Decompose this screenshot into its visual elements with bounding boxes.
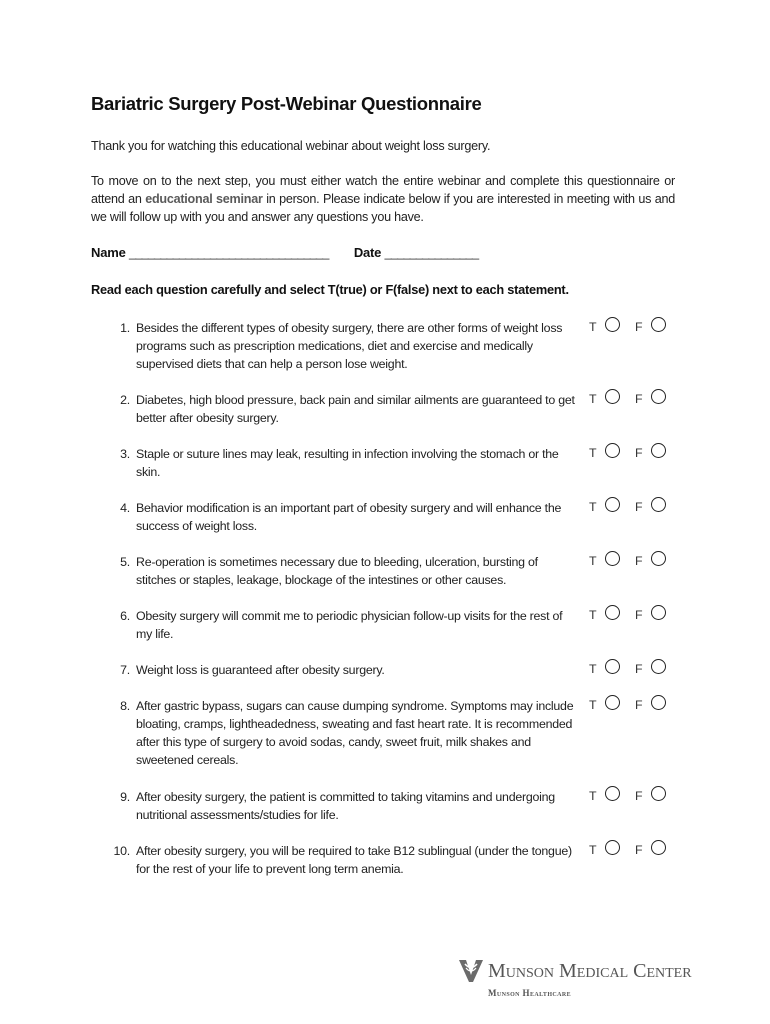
true-label: T [589, 789, 597, 803]
true-false-options [589, 840, 679, 860]
true-radio[interactable] [605, 389, 620, 404]
question-number: 5. [120, 555, 130, 569]
question-text: Diabetes, high blood pressure, back pain and similar ailments are guaranteed to get better after obesity surgery. [136, 393, 575, 425]
question-number: 1. [120, 321, 130, 335]
true-radio[interactable] [605, 551, 620, 566]
true-false-options [589, 317, 679, 337]
true-label: T [589, 392, 597, 406]
question-number: 3. [120, 447, 130, 461]
true-false-options [589, 695, 679, 715]
question-number: 7. [120, 663, 130, 677]
false-label: F [635, 446, 643, 460]
true-label: T [589, 500, 597, 514]
question-text: Obesity surgery will commit me to periodic physician follow-up visits for the rest of my life. [136, 609, 563, 641]
instructions-text-before: To move on to the next step, you must either watch the entire webinar and complete this questionnaire or attend an [91, 174, 675, 206]
false-radio[interactable] [651, 317, 666, 332]
false-label: F [635, 500, 643, 514]
question-number: 2. [120, 393, 130, 407]
question-text: After obesity surgery, you will be required to take B12 sublingual (under the tongue) for the rest of your life to prevent long term anemia. [136, 844, 572, 876]
true-radio[interactable] [605, 443, 620, 458]
true-radio[interactable] [605, 317, 620, 332]
logo-name: Munson Medical Center [488, 960, 692, 982]
false-radio[interactable] [651, 551, 666, 566]
munson-logo-icon [456, 955, 486, 985]
true-label: T [589, 662, 597, 676]
false-label: F [635, 554, 643, 568]
true-radio[interactable] [605, 497, 620, 512]
false-label: F [635, 662, 643, 676]
question-number: 8. [120, 699, 130, 713]
true-radio[interactable] [605, 605, 620, 620]
question-number: 4. [120, 501, 130, 515]
educational-seminar-emphasis: educational seminar [145, 192, 263, 206]
true-label: T [589, 320, 597, 334]
true-radio[interactable] [605, 659, 620, 674]
true-false-options [589, 786, 679, 806]
name-field[interactable]: ________________________________ [129, 245, 329, 260]
true-radio[interactable] [605, 786, 620, 801]
false-radio[interactable] [651, 695, 666, 710]
true-radio[interactable] [605, 840, 620, 855]
logo-subtitle: Munson Healthcare [488, 988, 572, 998]
false-label: F [635, 320, 643, 334]
true-false-options [589, 443, 679, 463]
intro-paragraph: Thank you for watching this educational webinar about weight loss surgery. [91, 139, 491, 153]
false-radio[interactable] [651, 659, 666, 674]
name-date-fields [91, 245, 478, 260]
false-radio[interactable] [651, 389, 666, 404]
true-false-options [589, 551, 679, 571]
read-instruction: Read each question carefully and select T(true) or F(false) next to each statement. [91, 282, 569, 297]
question-text: Weight loss is guaranteed after obesity surgery. [136, 663, 385, 677]
true-false-options [589, 497, 679, 517]
page-title: Bariatric Surgery Post-Webinar Questionnaire [91, 93, 482, 114]
false-label: F [635, 392, 643, 406]
question-text: After gastric bypass, sugars can cause dumping syndrome. Symptoms may include bloating, cramps, lightheadedness, sweating and fast heart rate. It is recommended after this type of surgery to avoid sodas, candy, sweet fruit, milk shakes and sweetened cereals. [136, 699, 574, 767]
false-label: F [635, 608, 643, 622]
true-label: T [589, 698, 597, 712]
false-label: F [635, 698, 643, 712]
question-text: Re-operation is sometimes necessary due to bleeding, ulceration, bursting of stitches or staples, leakage, blockage of the intestines or other causes. [136, 555, 538, 587]
question-text: Staple or suture lines may leak, resulting in infection involving the stomach or the skin. [136, 447, 559, 479]
false-radio[interactable] [651, 786, 666, 801]
true-label: T [589, 554, 597, 568]
name-label: Name [91, 245, 126, 260]
true-radio[interactable] [605, 695, 620, 710]
question-text: Behavior modification is an important part of obesity surgery and will enhance the success of weight loss. [136, 501, 562, 533]
true-label: T [589, 446, 597, 460]
question-text: After obesity surgery, the patient is committed to taking vitamins and undergoing nutritional assessments/studies for life. [136, 790, 555, 822]
false-radio[interactable] [651, 443, 666, 458]
instructions-paragraph [91, 172, 675, 226]
true-false-options [589, 659, 679, 679]
question-number: 6. [120, 609, 130, 623]
true-label: T [589, 608, 597, 622]
false-radio[interactable] [651, 497, 666, 512]
question-text: Besides the different types of obesity surgery, there are other forms of weight loss programs such as prescription medications, diet and exercise and medically supervised diets that can help a person lose weight. [136, 321, 563, 371]
date-label: Date [353, 245, 382, 260]
true-false-options [589, 389, 679, 409]
false-radio[interactable] [651, 605, 666, 620]
instructions-text-after: in person. Please indicate below if you are interested in meeting with us and we will follow up with you and answer any questions you have. [91, 192, 675, 224]
munson-logo [456, 955, 692, 1005]
question-number: 10. [113, 844, 130, 858]
true-label: T [589, 843, 597, 857]
question-number: 9. [120, 790, 130, 804]
false-label: F [635, 789, 643, 803]
false-radio[interactable] [651, 840, 666, 855]
true-false-options [589, 605, 679, 625]
date-field[interactable]: _______________ [384, 245, 479, 260]
false-label: F [635, 843, 643, 857]
